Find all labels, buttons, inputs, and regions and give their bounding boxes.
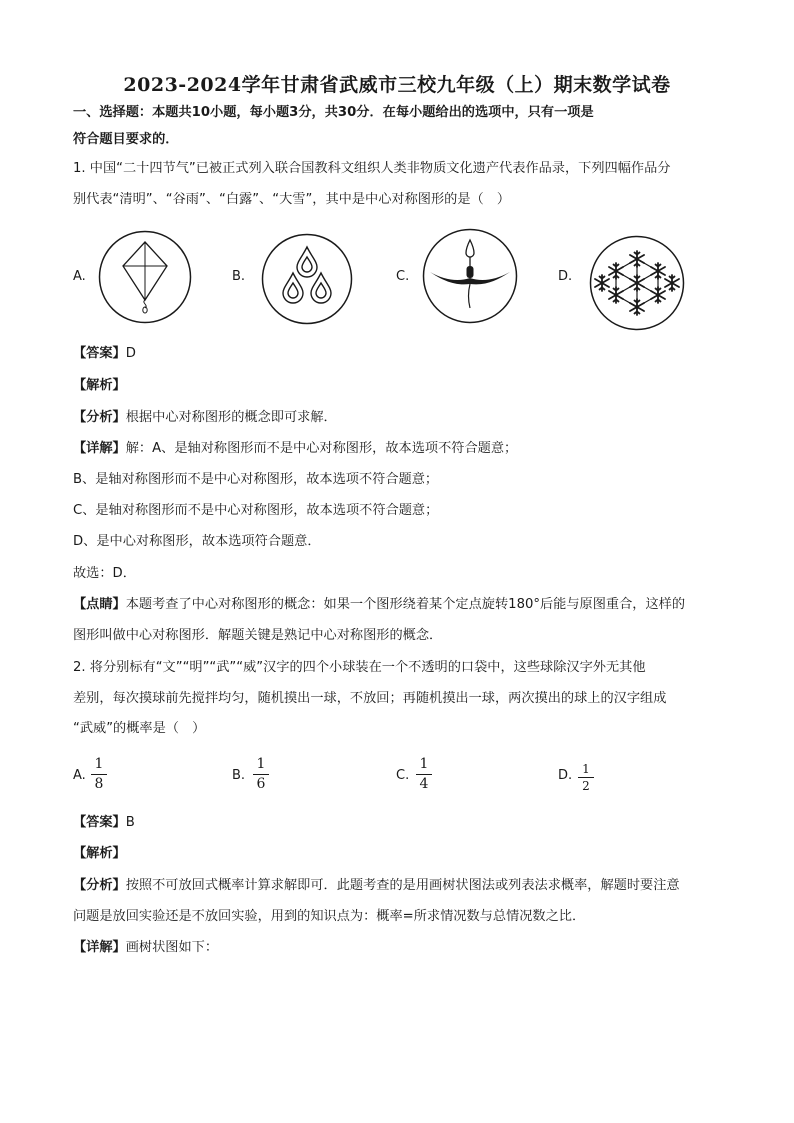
q2-option-a-fraction [88,756,110,793]
q2-option-a-numerator: 1 [94,756,104,772]
q2-option-c-denominator: 4 [419,776,429,792]
q2-fenxi-line2: 问题是放回实验还是不放回实验，用到的知识点为：概率=所求情况数与总情况数之比． [73,909,586,924]
q2-text-line3: “武威”的概率是（ ） [73,721,206,736]
q1-fenxi-line [73,409,337,427]
q1-fenxi-tag: 【分析】 [73,410,126,425]
q2-option-d-fraction [575,762,597,793]
q1-fenxi-text: 根据中心对称图形的概念即可求解． [125,410,337,425]
q2-xiangjie-tag: 【详解】 [73,940,126,955]
q1-text-line1: 1. 中国“二十四节气”已被正式列入联合国教科文组织人类非物质文化遗产代表作品录，下列四幅作品分 [73,161,671,176]
q2-text-line2: 差别，每次摸球前先搅拌均匀，随机摸出一球，不放回；再随机摸出一球，两次摸出的球上的汉字组成 [73,691,667,706]
q2-answer-tag: 【答案】 [73,815,126,830]
q2-fenxi-tag: 【分析】 [73,878,126,893]
q1-text-line2: 别代表“清明”、“谷雨”、“白露”、“大雪”，其中是中心对称图形的是（ ） [73,192,511,207]
fraction-bar [253,774,269,775]
q2-xiangjie-text: 画树状图如下： [125,940,219,955]
q1-xiangjie-line [73,440,517,458]
section-heading-line2: 符合题目要求的． [73,132,179,147]
q1-analysis-tag: 【解析】 [73,378,126,393]
q2-fenxi-line1 [73,877,680,895]
q1-option-a-label: A. [73,269,86,284]
q1-option-c-label: C. [396,269,410,284]
q1-dianjing-line1 [73,596,685,614]
fraction-bar [416,774,432,775]
q2-answer-value: B [125,815,135,830]
q2-option-d-denominator: 2 [582,779,590,793]
q1-answer-value: D [125,346,136,361]
q1-answer-line [73,345,136,363]
q2-option-a-label: A. [73,768,86,783]
q2-option-c-label: C. [396,768,410,783]
q2-option-a-denominator: 8 [94,776,104,792]
q2-fenxi-text1: 按照不可放回式概率计算求解即可．此题考查的是用画树状图法或列表法求概率，解题时要注意 [125,878,680,893]
q2-option-b-denominator: 6 [256,776,266,792]
raindrops-figure-icon [261,233,353,325]
q1-line-b: B、是轴对称图形而不是中心对称图形，故本选项不符合题意； [73,472,439,487]
snowflakes-figure-icon [589,235,685,331]
q1-xiangjie-text: 解：A、是轴对称图形而不是中心对称图形，故本选项不符合题意； [125,441,518,456]
q2-option-c-fraction [413,756,435,793]
q1-option-d-label: D. [558,269,573,284]
q2-option-b-fraction [250,756,272,793]
section-heading-line1: 一、选择题：本题共10小题，每小题3分，共30分．在每小题给出的选项中，只有一项是 [73,105,594,120]
q2-option-c-numerator: 1 [419,756,429,772]
fraction-bar [578,777,594,778]
q1-line-c: C、是轴对称图形而不是中心对称图形，故本选项不符合题意； [73,503,439,518]
q2-option-b-numerator: 1 [256,756,266,772]
fraction-bar [91,774,107,775]
q2-option-d-label: D. [558,768,573,783]
dewdrop-figure-icon [422,228,518,324]
q1-dianjing-tag: 【点睛】 [73,597,126,612]
q1-answer-tag: 【答案】 [73,346,126,361]
q2-text-line1: 2. 将分别标有“文”“明”“武”“威”汉字的四个小球装在一个不透明的口袋中，这些球除汉字外无其他 [73,660,646,675]
q1-line-d: D、是中心对称图形，故本选项符合题意． [73,534,321,549]
q1-dianjing-line2: 图形叫做中心对称图形．解题关键是熟记中心对称图形的概念． [73,628,443,643]
page-title: 2023-2024学年甘肃省武威市三校九年级（上）期末数学试卷 [123,74,671,96]
q2-option-b-label: B. [232,768,246,783]
q1-option-b-label: B. [232,269,246,284]
q1-xiangjie-tag: 【详解】 [73,441,126,456]
q2-option-d-numerator: 1 [582,762,590,776]
q2-analysis-tag: 【解析】 [73,846,126,861]
kite-figure-icon [98,230,192,324]
q1-dianjing-text1: 本题考查了中心对称图形的概念：如果一个图形绕着某个定点旋转180°后能与原图重合，这样的 [125,597,686,612]
q1-choose: 故选：D． [73,566,136,581]
q2-xiangjie-line [73,939,218,957]
q2-answer-line [73,814,135,832]
